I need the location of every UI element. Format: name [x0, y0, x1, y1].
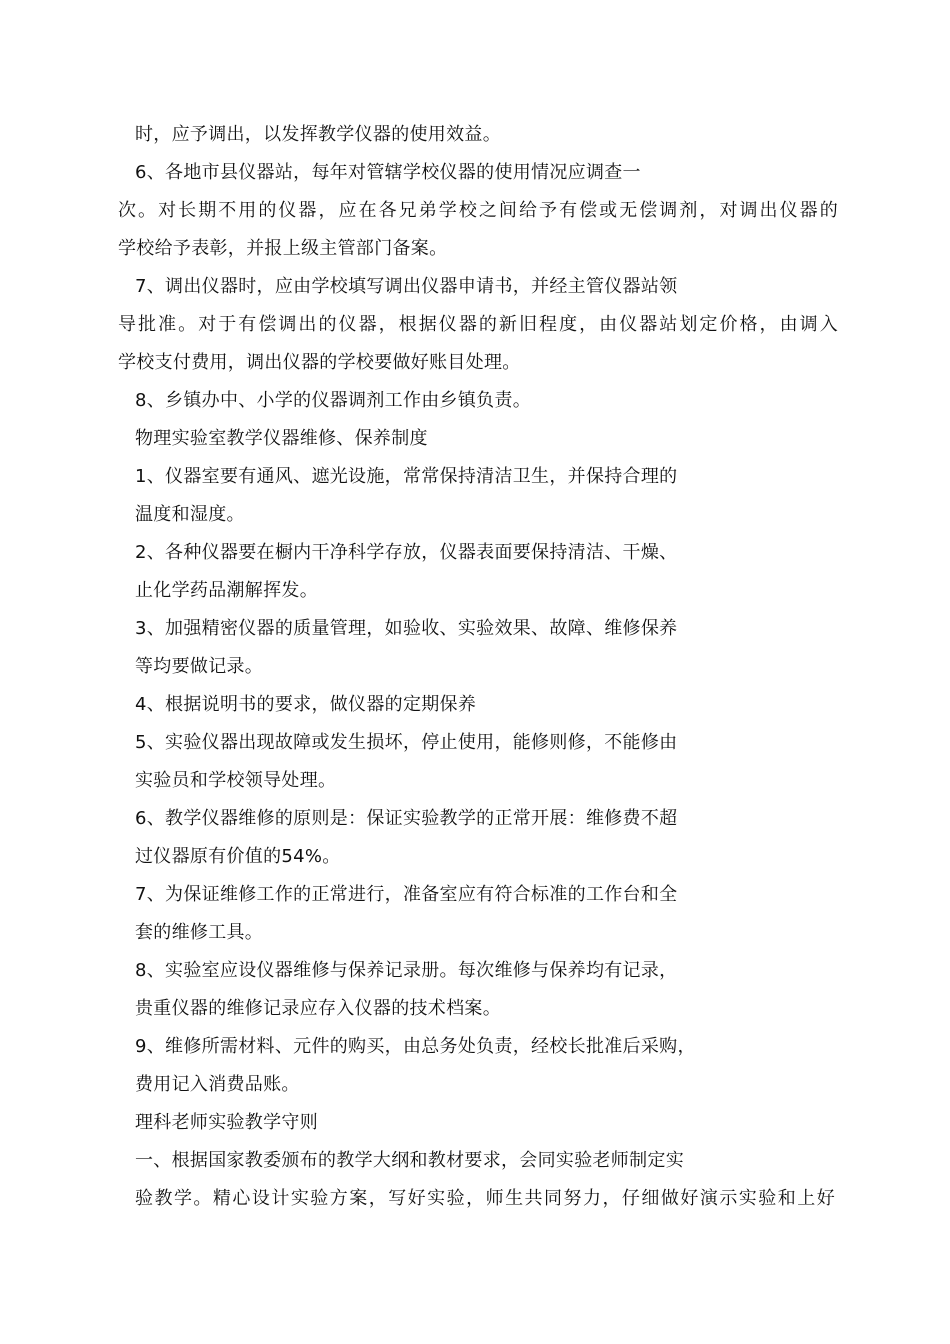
text-line: 4、根据说明书的要求，做仪器的定期保养: [135, 694, 477, 715]
section-heading: 物理实验室教学仪器维修、保养制度: [135, 428, 428, 449]
text-line: 温度和湿度。: [135, 504, 245, 525]
text-line: 实验员和学校领导处理。: [135, 770, 337, 791]
text-line: 次。对长期不用的仪器，应在各兄弟学校之间给予有偿或无偿调剂，对调出仪器的: [118, 200, 838, 221]
text-line: 学校给予表彰，并报上级主管部门备案。: [118, 238, 448, 259]
text-line: 费用记入消费品账。: [135, 1074, 300, 1095]
text-line: 6、教学仪器维修的原则是：保证实验教学的正常开展：维修费不超: [135, 808, 678, 829]
text-line: 学校支付费用，调出仪器的学校要做好账目处理。: [118, 352, 521, 373]
section-heading: 理科老师实验教学守则: [135, 1112, 318, 1133]
text-line: 等均要做记录。: [135, 656, 264, 677]
text-line: 1、仪器室要有通风、遮光设施，常常保持清洁卫生，并保持合理的: [135, 466, 678, 487]
text-line: 7、调出仪器时，应由学校填写调出仪器申请书，并经主管仪器站领: [135, 276, 678, 297]
text-line: 一、根据国家教委颁布的教学大纲和教材要求，会同实验老师制定实: [135, 1150, 684, 1171]
text-line: 时，应予调出，以发挥教学仪器的使用效益。: [135, 124, 501, 145]
text-line: 套的维修工具。: [135, 922, 264, 943]
text-line: 8、乡镇办中、小学的仪器调剂工作由乡镇负责。: [135, 390, 532, 411]
text-line: 6、各地市县仪器站，每年对管辖学校仪器的使用情况应调查一: [135, 162, 641, 183]
text-line: 3、加强精密仪器的质量管理，如验收、实验效果、故障、维修保养: [135, 618, 678, 639]
text-line: 5、实验仪器出现故障或发生损坏，停止使用，能修则修，不能修由: [135, 732, 678, 753]
text-line: 导批准。对于有偿调出的仪器，根据仪器的新旧程度，由仪器站划定价格，由调入: [118, 314, 838, 335]
text-line: 贵重仪器的维修记录应存入仪器的技术档案。: [135, 998, 501, 1019]
text-line: 9、维修所需材料、元件的购买，由总务处负责，经校长批准后采购，: [135, 1036, 696, 1057]
text-line: 8、实验室应设仪器维修与保养记录册。每次维修与保养均有记录，: [135, 960, 678, 981]
text-line: 过仪器原有价值的54%。: [135, 846, 341, 867]
text-line: 2、各种仪器要在橱内干净科学存放，仪器表面要保持清洁、干燥、: [135, 542, 678, 563]
text-line: 7、为保证维修工作的正常进行，准备室应有符合标准的工作台和全: [135, 884, 678, 905]
text-line: 止化学药品潮解挥发。: [135, 580, 318, 601]
text-line: 验教学。精心设计实验方案，写好实验，师生共同努力，仔细做好演示实验和上好: [135, 1188, 835, 1209]
